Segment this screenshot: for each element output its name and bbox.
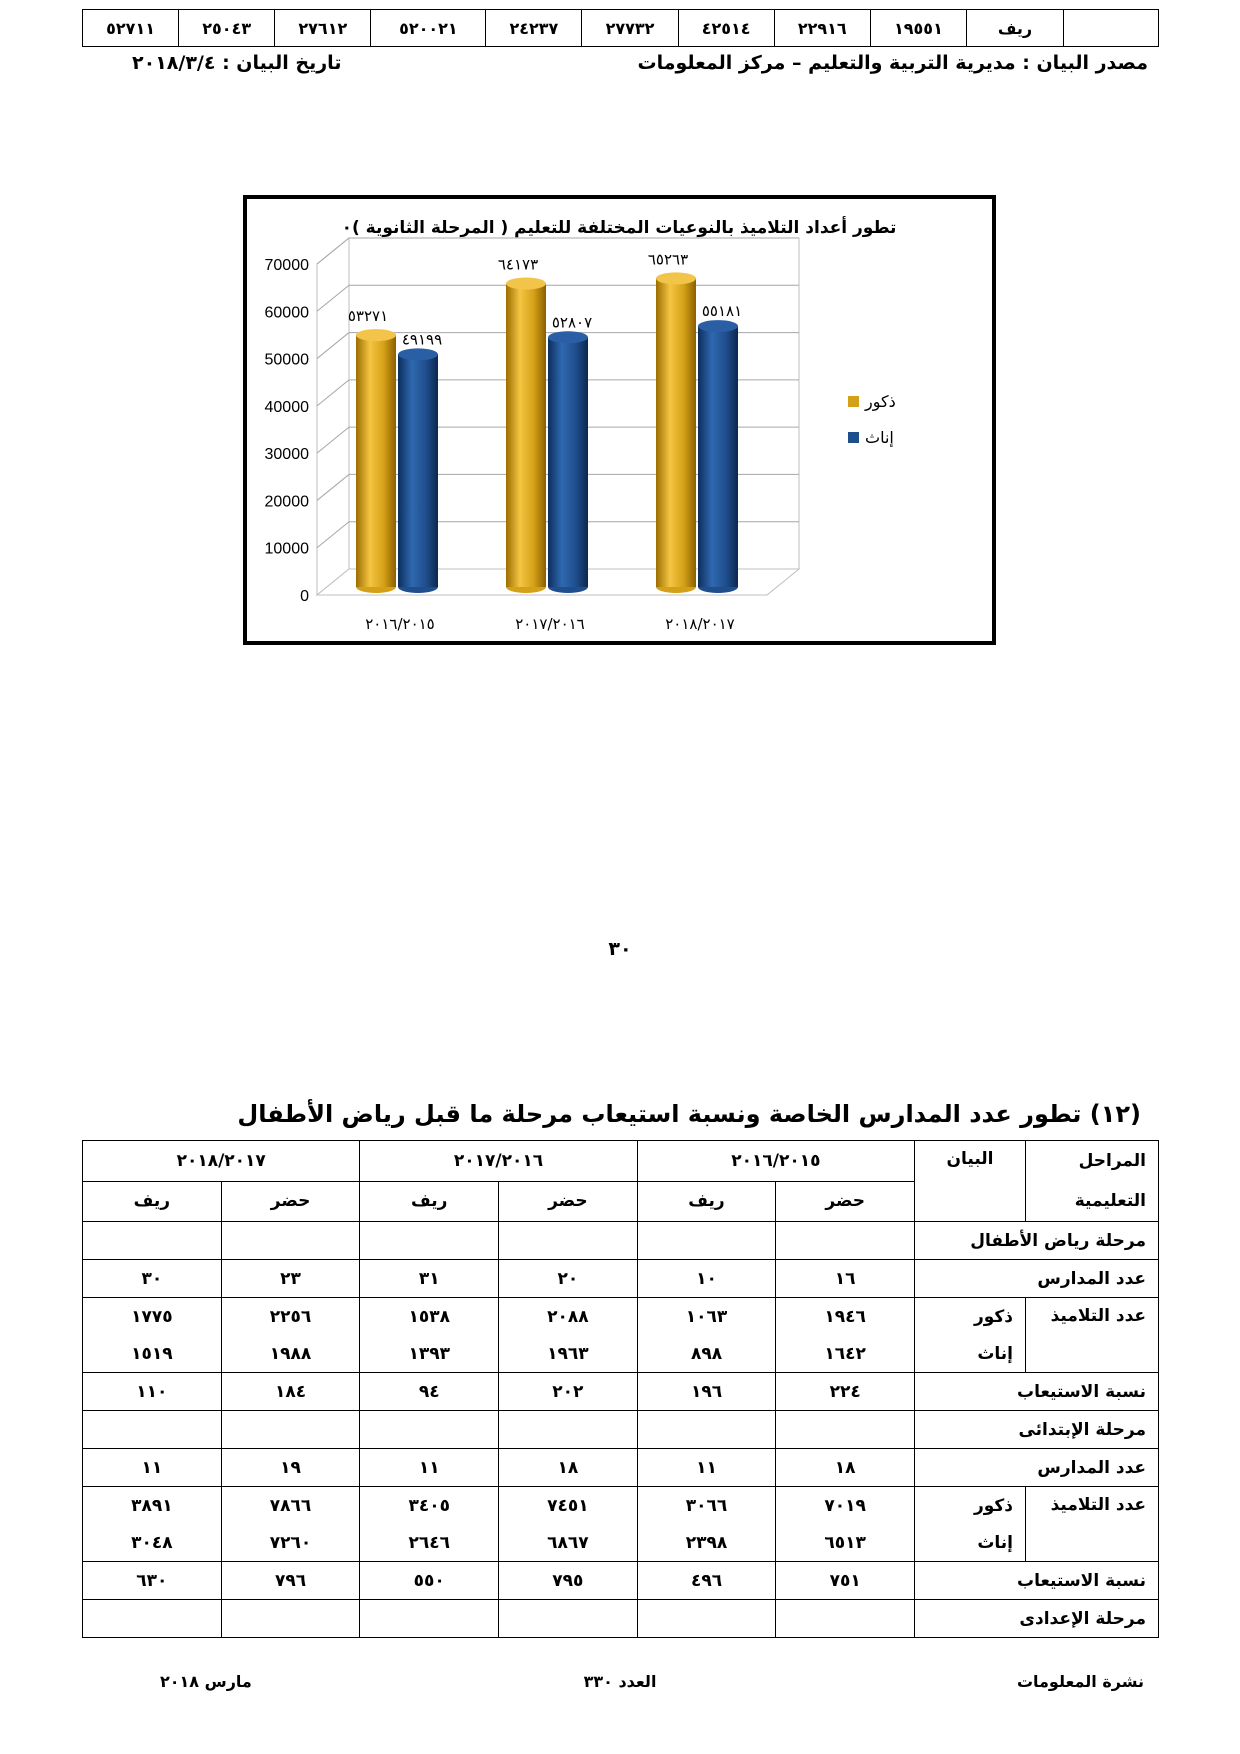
top-empty-cell bbox=[1064, 10, 1159, 47]
table-row bbox=[83, 1222, 1159, 1260]
bar bbox=[548, 337, 588, 587]
x-tick-label: ٢٠١٧/٢٠١٦ bbox=[515, 615, 585, 633]
x-tick-label: ٢٠١٦/٢٠١٥ bbox=[365, 615, 435, 633]
table-cell: ١٥٣٨ bbox=[360, 1298, 499, 1336]
header-stages-2: التعليمية bbox=[1074, 1191, 1146, 1211]
row-sublabel: إناث bbox=[915, 1524, 1026, 1562]
table-cell: ١٦٤٢ bbox=[776, 1335, 915, 1373]
table-cell: ٧٤٥١ bbox=[499, 1487, 638, 1525]
table-cell: ٣٠ bbox=[83, 1260, 222, 1298]
table-cell: ٢٢٥٦ bbox=[221, 1298, 360, 1336]
empty-cell bbox=[221, 1411, 360, 1449]
table-cell: ٦٨٦٧ bbox=[499, 1524, 638, 1562]
y-tick-label: 0 bbox=[300, 588, 309, 605]
empty-cell bbox=[499, 1411, 638, 1449]
table-cell: ٧٠١٩ bbox=[776, 1487, 915, 1525]
bar-top bbox=[398, 348, 438, 360]
row-label: عدد التلاميذ bbox=[1026, 1298, 1159, 1373]
top-value: ٢٧٦١٢ bbox=[275, 10, 371, 47]
row-label: عدد المدارس bbox=[915, 1260, 1159, 1298]
schools-table bbox=[82, 1140, 1159, 1638]
y-tick-label: 10000 bbox=[264, 540, 309, 558]
table-cell: ١٦ bbox=[776, 1260, 915, 1298]
row-sublabel: ذكور bbox=[915, 1298, 1026, 1336]
table-cell: ٣١ bbox=[360, 1260, 499, 1298]
row-label: نسبة الاستيعاب bbox=[915, 1562, 1159, 1600]
y-tick-label: 60000 bbox=[264, 304, 309, 322]
table-cell: ٣٠٤٨ bbox=[83, 1524, 222, 1562]
data-label: ٥٢٨٠٧ bbox=[551, 313, 593, 332]
header-urban: حضر bbox=[499, 1181, 638, 1222]
header-stages-1: المراحل bbox=[1078, 1151, 1146, 1171]
table-cell: ١١ bbox=[637, 1449, 776, 1487]
table-cell: ١١ bbox=[360, 1449, 499, 1487]
data-label: ٦٤١٧٣ bbox=[497, 255, 539, 274]
top-value: ١٩٥٥١ bbox=[870, 10, 966, 47]
chart-frame bbox=[243, 195, 996, 645]
data-label: ٤٩١٩٩ bbox=[401, 330, 443, 349]
empty-cell bbox=[637, 1222, 776, 1260]
table-cell: ٢٠٢ bbox=[499, 1373, 638, 1411]
table-cell: ٢٠٨٨ bbox=[499, 1298, 638, 1336]
data-label: ٥٣٢٧١ bbox=[347, 307, 389, 326]
table-cell: ١٨ bbox=[499, 1449, 638, 1487]
legend-label: إناث bbox=[865, 428, 894, 447]
table-cell: ١٩٦٣ bbox=[499, 1335, 638, 1373]
table-row bbox=[83, 1524, 1159, 1562]
table-cell: ١٥١٩ bbox=[83, 1335, 222, 1373]
table-cell: ٧٩٥ bbox=[499, 1562, 638, 1600]
table-cell: ٧٩٦ bbox=[221, 1562, 360, 1600]
header-urban: حضر bbox=[221, 1181, 360, 1222]
row-label: عدد التلاميذ bbox=[1026, 1487, 1159, 1562]
empty-cell bbox=[360, 1222, 499, 1260]
table-cell: ١٩ bbox=[221, 1449, 360, 1487]
y-tick-label: 70000 bbox=[264, 257, 309, 274]
table-cell: ٢٣٩٨ bbox=[637, 1524, 776, 1562]
stage-label: مرحلة الإعدادى bbox=[915, 1600, 1159, 1638]
data-label: ٦٥٢٦٣ bbox=[647, 250, 689, 269]
y-tick-label: 40000 bbox=[264, 398, 309, 416]
empty-cell bbox=[83, 1411, 222, 1449]
header-rural: ريف bbox=[360, 1181, 499, 1222]
legend-swatch bbox=[848, 432, 859, 443]
top-value: ٢٧٧٣٢ bbox=[582, 10, 678, 47]
header-urban: حضر bbox=[776, 1181, 915, 1222]
source-text: مصدر البيان : مديرية التربية والتعليم – مركز المعلومات bbox=[637, 52, 1148, 74]
legend-label: ذكور bbox=[865, 392, 896, 411]
table-cell: ١٨ bbox=[776, 1449, 915, 1487]
table-cell: ٣٤٠٥ bbox=[360, 1487, 499, 1525]
table-row bbox=[83, 1260, 1159, 1298]
footer-issue: العدد ٣٣٠ bbox=[583, 1672, 657, 1691]
empty-cell bbox=[637, 1411, 776, 1449]
empty-cell bbox=[221, 1222, 360, 1260]
empty-cell bbox=[221, 1600, 360, 1638]
bar-top bbox=[548, 331, 588, 343]
empty-cell bbox=[499, 1222, 638, 1260]
footer-publication: نشرة المعلومات bbox=[1016, 1672, 1144, 1691]
stage-label: مرحلة رياض الأطفال bbox=[915, 1222, 1159, 1260]
bar bbox=[398, 354, 438, 587]
table-cell: ١١٠ bbox=[83, 1373, 222, 1411]
table-cell: ٩٤ bbox=[360, 1373, 499, 1411]
top-summary-row bbox=[83, 10, 1159, 47]
data-label: ٥٥١٨١ bbox=[701, 302, 743, 321]
table-row bbox=[83, 1335, 1159, 1373]
table-cell: ٧٢٦٠ bbox=[221, 1524, 360, 1562]
legend-swatch bbox=[848, 396, 859, 407]
bar bbox=[698, 326, 738, 587]
empty-cell bbox=[776, 1222, 915, 1260]
table-row bbox=[83, 1562, 1159, 1600]
table-header-row bbox=[83, 1141, 1159, 1182]
table-cell: ١٩٨٨ bbox=[221, 1335, 360, 1373]
table-row bbox=[83, 1411, 1159, 1449]
table-row bbox=[83, 1298, 1159, 1336]
table-row bbox=[83, 1373, 1159, 1411]
table-cell: ٧٨٦٦ bbox=[221, 1487, 360, 1525]
table-cell: ٦٥١٣ bbox=[776, 1524, 915, 1562]
chart-title: تطور أعداد التلاميذ بالنوعيات المختلفة للتعليم ( المرحلة الثانوية )٠ bbox=[341, 218, 897, 238]
bar bbox=[656, 278, 696, 587]
top-value: ٤٢٥١٤ bbox=[678, 10, 774, 47]
empty-cell bbox=[83, 1222, 222, 1260]
section-title: (١٢) تطور عدد المدارس الخاصة ونسبة استيعاب مرحلة ما قبل رياض الأطفال bbox=[237, 1100, 1141, 1128]
empty-cell bbox=[499, 1600, 638, 1638]
y-tick-label: 30000 bbox=[264, 446, 309, 464]
top-value: ٢٤٢٣٧ bbox=[486, 10, 582, 47]
bar bbox=[506, 284, 546, 587]
table-cell: ٥٥٠ bbox=[360, 1562, 499, 1600]
y-tick-label: 20000 bbox=[264, 493, 309, 511]
empty-cell bbox=[360, 1600, 499, 1638]
table-cell: ٧٥١ bbox=[776, 1562, 915, 1600]
header-data: البيان bbox=[915, 1141, 1026, 1222]
table-cell: ١٠ bbox=[637, 1260, 776, 1298]
empty-cell bbox=[637, 1600, 776, 1638]
x-tick-label: ٢٠١٨/٢٠١٧ bbox=[665, 615, 735, 633]
table-row bbox=[83, 1487, 1159, 1525]
table-cell: ١٩٤٦ bbox=[776, 1298, 915, 1336]
header-year: ٢٠١٧/٢٠١٦ bbox=[360, 1141, 637, 1182]
page-number: ٣٠ bbox=[608, 938, 632, 960]
row-label: عدد المدارس bbox=[915, 1449, 1159, 1487]
top-summary-table bbox=[82, 9, 1159, 47]
row-sublabel: ذكور bbox=[915, 1487, 1026, 1525]
empty-cell bbox=[360, 1411, 499, 1449]
header-stages-cell bbox=[1026, 1141, 1159, 1222]
header-rural: ريف bbox=[83, 1181, 222, 1222]
table-cell: ١٩٦ bbox=[637, 1373, 776, 1411]
table-cell: ٢٠ bbox=[499, 1260, 638, 1298]
table-cell: ٢٢٤ bbox=[776, 1373, 915, 1411]
bar-top bbox=[506, 278, 546, 290]
top-value: ٥٢٠٠٢١ bbox=[371, 10, 486, 47]
footer-date: مارس ٢٠١٨ bbox=[160, 1672, 252, 1691]
header-year: ٢٠١٨/٢٠١٧ bbox=[83, 1141, 360, 1182]
table-cell: ٣٠٦٦ bbox=[637, 1487, 776, 1525]
bar bbox=[356, 335, 396, 587]
table-cell: ١٣٩٣ bbox=[360, 1335, 499, 1373]
table-cell: ١١ bbox=[83, 1449, 222, 1487]
table-cell: ١٧٧٥ bbox=[83, 1298, 222, 1336]
top-value: ٥٢٧١١ bbox=[83, 10, 179, 47]
table-row bbox=[83, 1449, 1159, 1487]
row-label: نسبة الاستيعاب bbox=[915, 1373, 1159, 1411]
bar-top bbox=[356, 329, 396, 341]
date-text: تاريخ البيان : ٢٠١٨/٣/٤ bbox=[132, 52, 342, 74]
table-cell: ٦٣٠ bbox=[83, 1562, 222, 1600]
empty-cell bbox=[83, 1600, 222, 1638]
stage-label: مرحلة الإبتدائى bbox=[915, 1411, 1159, 1449]
table-cell: ٨٩٨ bbox=[637, 1335, 776, 1373]
table-cell: ٤٩٦ bbox=[637, 1562, 776, 1600]
top-value: ٢٥٠٤٣ bbox=[179, 10, 275, 47]
top-row-label: ريف bbox=[967, 10, 1064, 47]
top-value: ٢٢٩١٦ bbox=[774, 10, 870, 47]
bar-top bbox=[698, 320, 738, 332]
table-cell: ٢٣ bbox=[221, 1260, 360, 1298]
bar-chart bbox=[247, 199, 992, 641]
table-cell: ٣٨٩١ bbox=[83, 1487, 222, 1525]
row-sublabel: إناث bbox=[915, 1335, 1026, 1373]
chart-side-wall bbox=[317, 238, 349, 595]
bar-top bbox=[656, 272, 696, 284]
y-tick-label: 50000 bbox=[264, 351, 309, 369]
table-row bbox=[83, 1600, 1159, 1638]
table-cell: ١٨٤ bbox=[221, 1373, 360, 1411]
empty-cell bbox=[776, 1600, 915, 1638]
header-year: ٢٠١٦/٢٠١٥ bbox=[637, 1141, 914, 1182]
empty-cell bbox=[776, 1411, 915, 1449]
table-cell: ٢٦٤٦ bbox=[360, 1524, 499, 1562]
table-cell: ١٠٦٣ bbox=[637, 1298, 776, 1336]
header-rural: ريف bbox=[637, 1181, 776, 1222]
